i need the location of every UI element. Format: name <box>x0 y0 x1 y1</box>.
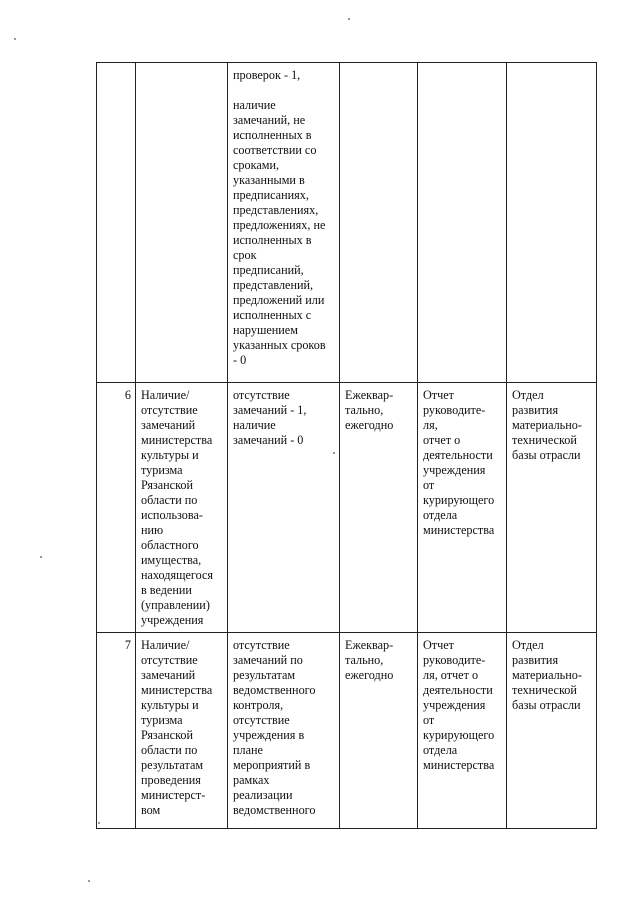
text-line <box>233 83 335 98</box>
cell-value <box>228 633 340 829</box>
text-line: мероприятий в <box>233 758 311 772</box>
text-line: результатам <box>233 668 296 682</box>
text-line: отсутствие <box>233 388 290 402</box>
text-line: министерства <box>141 433 213 447</box>
text-line: соответствии со <box>233 143 317 157</box>
text-line: базы отрасли <box>512 698 581 712</box>
text-line: ежегодно <box>345 668 394 682</box>
cell-value <box>228 63 340 383</box>
text-line: указанных сроков <box>233 338 326 352</box>
text-line: области по <box>141 493 198 507</box>
text-line: материально- <box>512 418 582 432</box>
indicators-table <box>96 62 597 829</box>
text-line: отсутствие <box>141 403 198 417</box>
text-line: учреждения в <box>233 728 305 742</box>
text-line: замечаний по <box>233 653 303 667</box>
text-line: от <box>423 713 435 727</box>
text-line: плане <box>233 743 263 757</box>
cell-number: 6 <box>97 383 136 633</box>
text-line: замечаний - 1, <box>233 403 307 417</box>
text-line: курирующего <box>423 728 495 742</box>
text-line: культуры и <box>141 698 199 712</box>
scan-speck <box>88 880 90 882</box>
cell-indicator <box>136 633 228 829</box>
text-line: в ведении <box>141 583 192 597</box>
text-line: предложениях, не <box>233 218 326 232</box>
text-line: представлений, <box>233 278 314 292</box>
text-line: туризма <box>141 463 183 477</box>
cell-period <box>340 63 418 383</box>
text-line: исполненных с <box>233 308 312 322</box>
text-line: развития <box>512 653 559 667</box>
text-line: наличие <box>233 98 276 112</box>
cell-number <box>97 63 136 383</box>
text-line: наличие <box>233 418 276 432</box>
text-line: министерства <box>423 523 495 537</box>
cell-period <box>340 383 418 633</box>
text-line: контроля, <box>233 698 284 712</box>
text-line: нарушением <box>233 323 298 337</box>
text-line: ведомственного <box>233 803 316 817</box>
text-line: тально, <box>345 403 384 417</box>
cell-period <box>340 633 418 829</box>
text-line: Отчет <box>423 638 454 652</box>
cell-department <box>507 63 597 383</box>
text-line: технической <box>512 433 577 447</box>
text-line: отсутствие <box>141 653 198 667</box>
text-line: проведения <box>141 773 201 787</box>
text-line: предписаниях, <box>233 188 309 202</box>
cell-indicator <box>136 63 228 383</box>
text-line: Ежеквар- <box>345 388 394 402</box>
text-line: замечаний - 0 <box>233 433 304 447</box>
scan-speck <box>348 18 350 20</box>
text-line: предписаний, <box>233 263 304 277</box>
table-row-continuation <box>97 63 597 383</box>
text-line: Наличие/ <box>141 388 190 402</box>
scan-speck <box>333 452 335 454</box>
cell-department <box>507 633 597 829</box>
text-line: проверок - 1, <box>233 68 301 82</box>
text-line: отдела <box>423 508 458 522</box>
text-line: сроками, <box>233 158 280 172</box>
text-line: деятельности <box>423 448 493 462</box>
text-line: замечаний <box>141 668 196 682</box>
text-line: реализации <box>233 788 293 802</box>
text-line: указанными в <box>233 173 305 187</box>
text-line: находящегося <box>141 568 214 582</box>
table-row <box>97 633 597 829</box>
scan-speck <box>98 822 100 824</box>
text-line: предложений или <box>233 293 325 307</box>
text-line: отдела <box>423 743 458 757</box>
text-line: представлениях, <box>233 203 319 217</box>
text-line: Рязанской <box>141 728 193 742</box>
text-line: результатам <box>141 758 204 772</box>
text-line: руководите- <box>423 653 486 667</box>
text-line: материально- <box>512 668 582 682</box>
scan-speck <box>14 38 16 40</box>
text-line: области по <box>141 743 198 757</box>
text-line: замечаний <box>141 418 196 432</box>
text-line: отсутствие <box>233 638 290 652</box>
text-line: министерст- <box>141 788 206 802</box>
text-line: вом <box>141 803 161 817</box>
text-line: министерства <box>141 683 213 697</box>
text-line: замечаний, не <box>233 113 306 127</box>
text-line: нию <box>141 523 164 537</box>
text-line: использова- <box>141 508 203 522</box>
text-line: курирующего <box>423 493 495 507</box>
text-line: областного <box>141 538 199 552</box>
text-line: учреждения <box>423 463 486 477</box>
text-line: учреждения <box>141 613 204 627</box>
text-line: рамках <box>233 773 270 787</box>
text-line: туризма <box>141 713 183 727</box>
text-line: культуры и <box>141 448 199 462</box>
text-line: от <box>423 478 435 492</box>
text-line: министерства <box>423 758 495 772</box>
text-line: Отдел <box>512 388 544 402</box>
cell-department <box>507 383 597 633</box>
text-line: ведомственного <box>233 683 316 697</box>
scan-speck <box>40 556 42 558</box>
text-line: базы отрасли <box>512 448 581 462</box>
text-line: развития <box>512 403 559 417</box>
table-row <box>97 383 597 633</box>
text-line: деятельности <box>423 683 493 697</box>
text-line: ежегодно <box>345 418 394 432</box>
text-line: ля, <box>423 418 438 432</box>
cell-report <box>418 383 507 633</box>
text-line: исполненных в <box>233 233 312 247</box>
text-line: Рязанской <box>141 478 193 492</box>
text-line: отчет о <box>423 433 461 447</box>
text-line: Ежеквар- <box>345 638 394 652</box>
text-line: отсутствие <box>233 713 290 727</box>
text-line: исполненных в <box>233 128 312 142</box>
text-line: ля, отчет о <box>423 668 479 682</box>
text-line: руководите- <box>423 403 486 417</box>
text-line: учреждения <box>423 698 486 712</box>
text-line: технической <box>512 683 577 697</box>
text-line: тально, <box>345 653 384 667</box>
cell-indicator <box>136 383 228 633</box>
text-line: Наличие/ <box>141 638 190 652</box>
cell-value <box>228 383 340 633</box>
text-line: срок <box>233 248 257 262</box>
cell-report <box>418 63 507 383</box>
text-line: Отдел <box>512 638 544 652</box>
cell-number: 7 <box>97 633 136 829</box>
text-line: имущества, <box>141 553 202 567</box>
text-line: Отчет <box>423 388 454 402</box>
cell-report <box>418 633 507 829</box>
text-line: - 0 <box>233 353 247 367</box>
text-line: (управлении) <box>141 598 210 612</box>
